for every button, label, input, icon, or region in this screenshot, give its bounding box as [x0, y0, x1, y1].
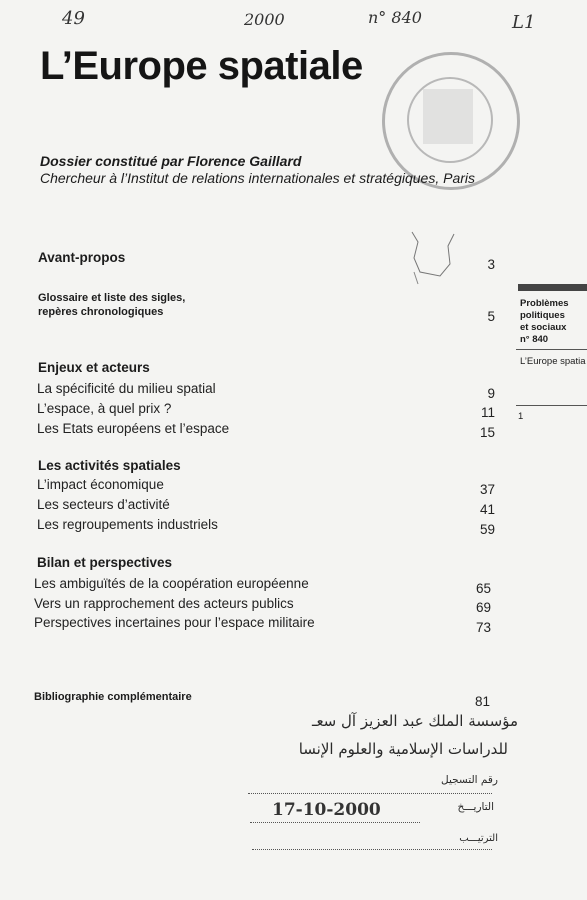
toc-page-number: 15 [479, 425, 495, 440]
date-label: التاريـــخ [457, 801, 494, 813]
toc-page-number: 5 [487, 309, 495, 324]
series-label-line1: Problèmes [520, 298, 569, 309]
toc-item: Les secteurs d’activité [37, 497, 170, 512]
series-label-line3: et sociaux [520, 322, 567, 333]
handwritten-year: 2000 [244, 10, 285, 29]
sidebar-divider [516, 349, 587, 350]
sidebar-divider [516, 405, 587, 406]
toc-page-number: 11 [480, 405, 495, 420]
toc-item: L’impact économique [37, 477, 164, 492]
series-label [520, 298, 569, 346]
toc-page-number: 81 [474, 694, 490, 709]
page-title: L’Europe spatiale [40, 44, 363, 88]
toc-page-number: 37 [479, 482, 495, 497]
library-name-line1: مؤسسة الملك عبد العزيز آل سعـ [312, 712, 518, 730]
toc-page-number: 73 [475, 620, 491, 635]
toc-section-heading: Les activités spatiales [38, 458, 181, 473]
toc-section-heading: Enjeux et acteurs [38, 360, 150, 375]
date-line [250, 822, 420, 823]
author-line: Dossier constitué par Florence Gaillard [40, 153, 302, 169]
toc-item: Les regroupements industriels [37, 517, 218, 532]
sidebar-subject: L’Europe spatia [520, 356, 586, 367]
toc-glossaire [38, 291, 185, 319]
toc-avant-propos: Avant-propos [38, 250, 126, 265]
toc-page-number: 69 [475, 600, 491, 615]
toc-page-number: 59 [479, 522, 495, 537]
classification-line [252, 849, 492, 850]
toc-page-number: 9 [487, 386, 495, 401]
handwritten-code: L1 [512, 12, 536, 33]
author-affiliation: Chercheur à l’Institut de relations internationales et stratégiques, Paris [40, 170, 476, 186]
sidebar-rule [518, 284, 587, 291]
toc-item: Perspectives incertaines pour l’espace militaire [34, 615, 315, 630]
handwritten-issue-number: n° 840 [368, 8, 422, 27]
toc-item: Les Etats européens et l’espace [37, 421, 230, 436]
library-name-line2: للدراسات الإسلامية والعلوم الإنسا [298, 740, 508, 758]
handwritten-page-number: 49 [62, 8, 85, 29]
toc-glossaire-line2: repères chronologiques [38, 306, 164, 318]
series-label-line4: n° 840 [520, 334, 549, 345]
registration-line [248, 793, 492, 794]
toc-page-number: 3 [487, 257, 495, 272]
series-label-line2: politiques [520, 310, 565, 321]
toc-item: Vers un rapprochement des acteurs publics [34, 596, 294, 611]
toc-glossaire-line1: Glossaire et liste des sigles, [38, 292, 186, 304]
toc-page-number: 41 [479, 502, 495, 517]
registration-label: رقم التسجيل [441, 774, 498, 786]
toc-bibliographie: Bibliographie complémentaire [34, 691, 192, 703]
registration-date: 17-10-2000 [272, 800, 381, 820]
toc-page-number: 65 [475, 581, 491, 596]
classification-label: الترتيـــب [459, 833, 498, 844]
pencil-scribble [404, 228, 460, 286]
seal-emblem [423, 89, 473, 144]
toc-section-heading: Bilan et perspectives [37, 555, 173, 570]
toc-item: La spécificité du milieu spatial [37, 381, 216, 396]
toc-item: L’espace, à quel prix ? [37, 401, 172, 416]
sidebar-number: 1 [518, 411, 524, 422]
toc-item: Les ambiguïtés de la coopération européenne [34, 576, 309, 591]
